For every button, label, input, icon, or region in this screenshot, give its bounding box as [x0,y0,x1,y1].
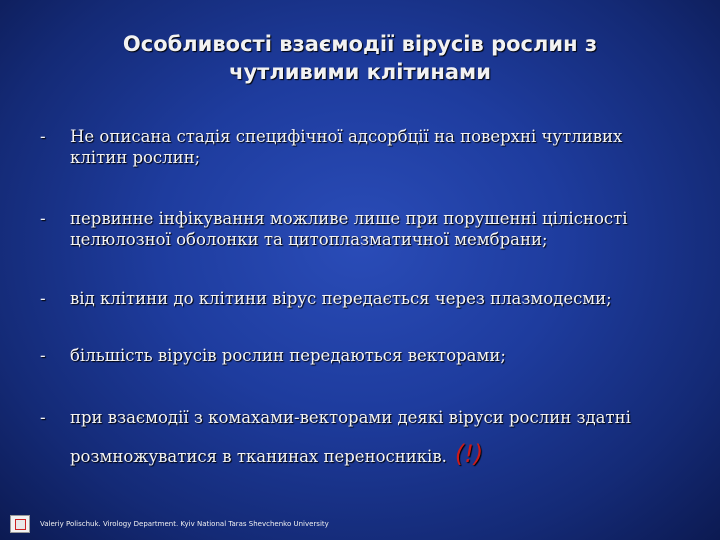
footer [10,516,329,532]
bullet-text: при взаємодії з комахами-векторами деякі віруси рослин здатні розмножуватися в тканинах переносників. [70,408,631,466]
bullet-dash: - [40,289,46,308]
bullet-item [40,126,680,168]
bullet-item [40,208,680,250]
university-logo-icon [10,515,30,533]
bullet-dash: - [40,127,46,146]
slide-title: Особливості взаємодії вірусів рослин з чутливими клітинами [122,32,598,84]
bullet-text-container [70,400,680,475]
bullet-item [40,288,680,309]
exclamation-mark: (!) [454,440,484,468]
bullet-item [40,400,680,475]
bullet-text: від клітини до клітини вірус передається через плазмодесми; [70,289,612,308]
bullet-dash: - [40,408,46,427]
bullet-item [40,345,680,366]
bullet-text: Не описана стадія специфічної адсорбції на поверхні чутливих клітин рослин; [70,127,623,167]
bullet-text: більшість вірусів рослин передаються векторами; [70,346,506,365]
bullet-dash: - [40,209,46,228]
footer-credit: Valeriy Polischuk. Virology Department. Kyiv National Taras Shevchenko University [40,520,329,528]
bullet-dash: - [40,346,46,365]
bullet-text: первинне інфікування можливе лише при порушенні цілісності целюлозної оболонки та цитоплазматичної мембрани; [70,209,628,249]
